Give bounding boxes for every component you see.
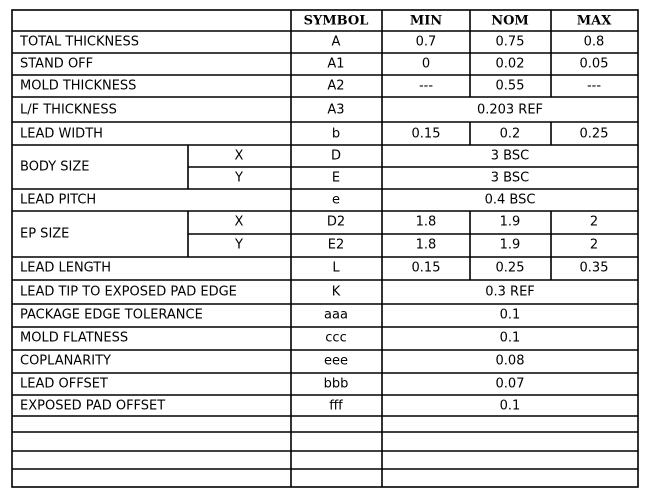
row-max: 0.05 [579, 56, 609, 72]
row-min: 1.8 [415, 237, 437, 253]
row-symbol: E2 [327, 237, 345, 253]
row-label: LEAD PITCH [20, 192, 97, 208]
row-nom: 0.55 [495, 78, 525, 94]
row-value: 0.4 BSC [484, 192, 536, 208]
row-max: 2 [589, 237, 599, 253]
row-min: 1.8 [415, 214, 437, 230]
row-symbol: D2 [326, 214, 346, 230]
row-label: BODY SIZE [20, 159, 90, 175]
row-min: 0.15 [411, 126, 441, 142]
row-min: 0.7 [415, 34, 437, 50]
row-value: 0.1 [499, 398, 521, 414]
row-min: 0.15 [411, 260, 441, 276]
row-label: MOLD FLATNESS [20, 330, 129, 346]
row-label: LEAD TIP TO EXPOSED PAD EDGE [20, 284, 237, 300]
row-label: COPLANARITY [20, 353, 111, 369]
row-label: EXPOSED PAD OFFSET [20, 398, 166, 414]
row-symbol: eee [324, 353, 348, 369]
row-value: 3 BSC [490, 148, 530, 164]
row-label: TOTAL THICKNESS [20, 34, 139, 50]
row-nom: 0.25 [495, 260, 525, 276]
row-min: --- [418, 78, 434, 94]
row-symbol: A [331, 34, 341, 50]
row-value: 0.1 [499, 330, 521, 346]
row-symbol: A3 [327, 102, 345, 118]
row-value: 0.3 REF [485, 284, 535, 300]
row-axis: X [234, 148, 244, 164]
row-symbol: e [332, 192, 340, 208]
row-value: 0.1 [499, 307, 521, 323]
row-symbol: A1 [327, 56, 345, 72]
row-symbol: b [331, 126, 341, 142]
row-symbol: aaa [324, 307, 348, 323]
row-value: 0.08 [495, 353, 525, 369]
row-label: LEAD OFFSET [20, 376, 108, 392]
row-max: 2 [589, 214, 599, 230]
row-max: --- [586, 78, 602, 94]
row-symbol: A2 [327, 78, 345, 94]
row-label: STAND OFF [20, 56, 94, 72]
row-symbol: bbb [323, 376, 349, 392]
row-max: 0.35 [579, 260, 609, 276]
row-max: 0.8 [583, 34, 605, 50]
header-min: MIN [409, 13, 443, 29]
row-axis: X [234, 214, 244, 230]
header-symbol: SYMBOL [303, 13, 369, 29]
row-symbol: E [331, 170, 341, 186]
row-symbol: ccc [325, 330, 347, 346]
row-value: 0.203 REF [476, 102, 544, 118]
header-nom: NOM [491, 13, 529, 29]
row-nom: 1.9 [499, 237, 521, 253]
row-label: LEAD LENGTH [20, 260, 111, 276]
row-nom: 0.02 [495, 56, 525, 72]
row-label: LEAD WIDTH [20, 126, 103, 142]
row-max: 0.25 [579, 126, 609, 142]
row-axis: Y [235, 237, 243, 253]
row-symbol: D [330, 148, 342, 164]
row-value: 3 BSC [490, 170, 530, 186]
row-label: PACKAGE EDGE TOLERANCE [20, 307, 203, 323]
row-symbol: L [332, 260, 340, 276]
row-nom: 1.9 [499, 214, 521, 230]
header-max: MAX [576, 13, 612, 29]
row-nom: 0.75 [495, 34, 525, 50]
row-min: 0 [421, 56, 431, 72]
row-value: 0.07 [495, 376, 525, 392]
row-symbol: K [331, 284, 341, 300]
row-label: EP SIZE [20, 226, 70, 242]
row-symbol: fff [329, 398, 343, 414]
row-label: L/F THICKNESS [20, 102, 117, 118]
row-label: MOLD THICKNESS [20, 78, 137, 94]
row-nom: 0.2 [499, 126, 521, 142]
row-axis: Y [235, 170, 243, 186]
